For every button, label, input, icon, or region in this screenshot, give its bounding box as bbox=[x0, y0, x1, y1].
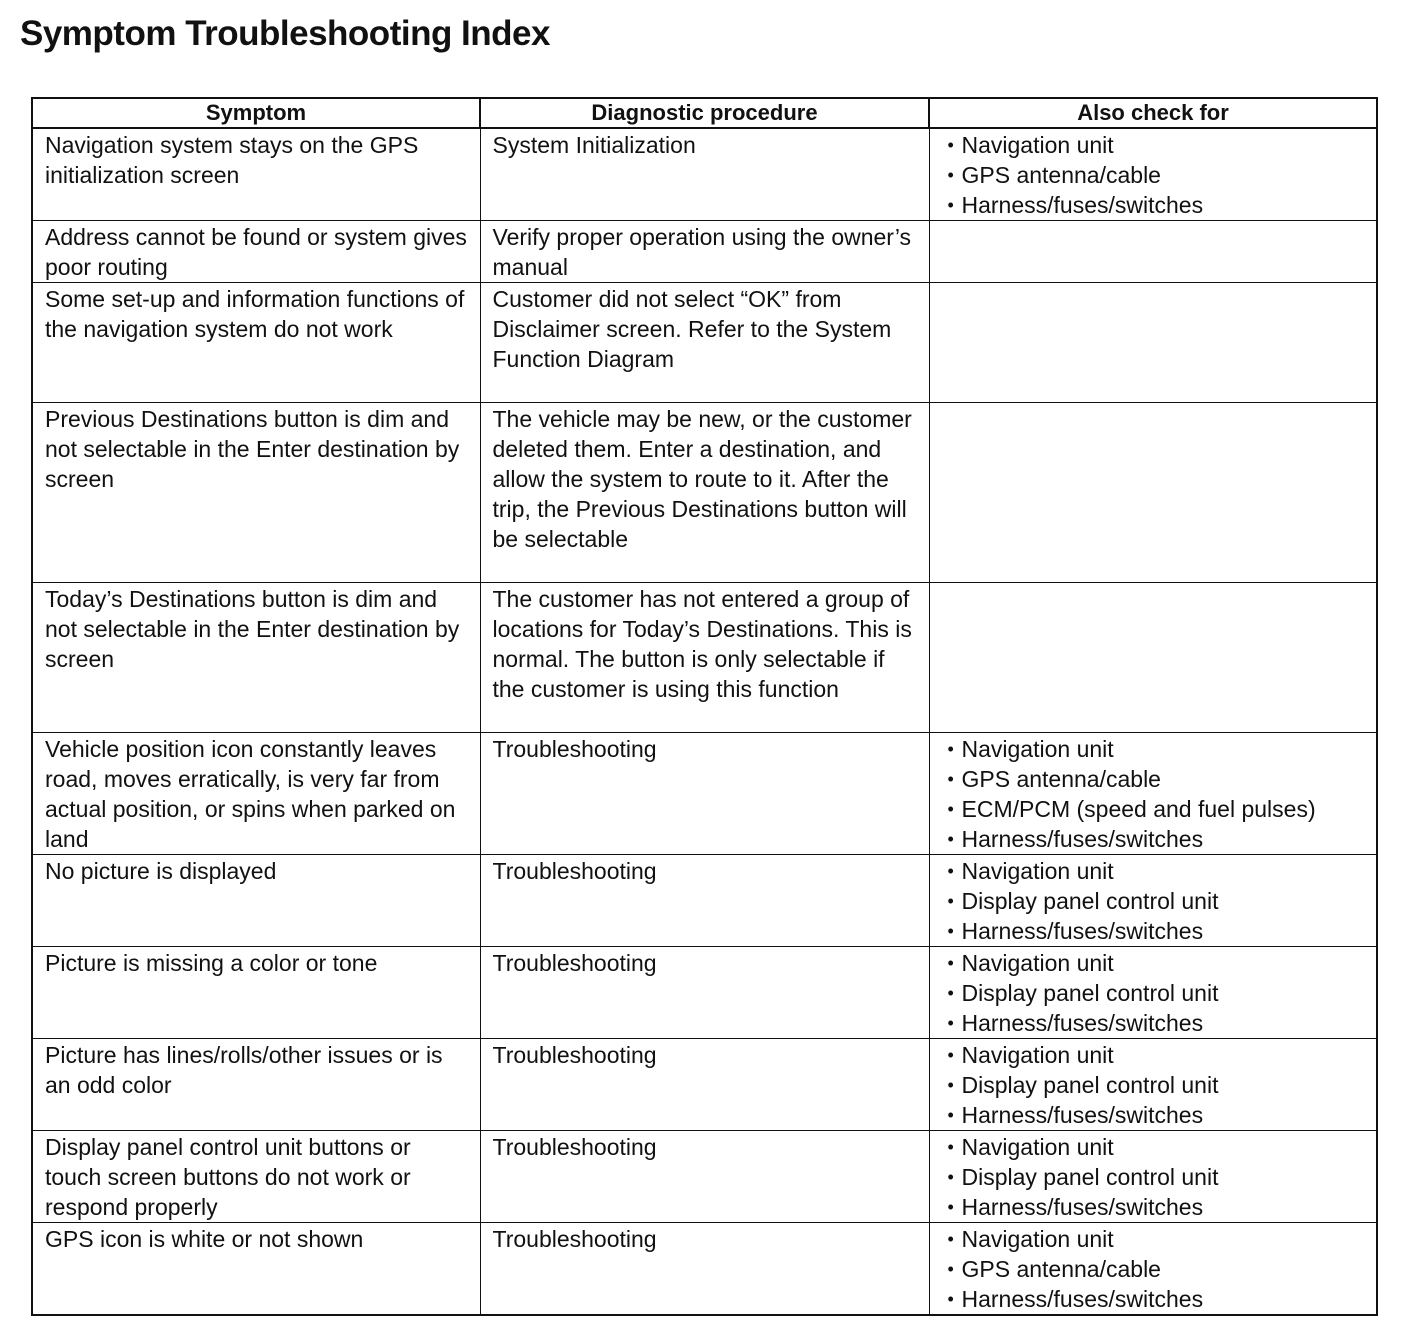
table-header-row bbox=[32, 98, 1377, 128]
diagnostic-procedure-cell: Troubleshooting bbox=[480, 947, 929, 1039]
check-item: • Harness/fuses/switches bbox=[938, 1192, 1369, 1222]
diagnostic-procedure-cell: The vehicle may be new, or the customer deleted them. Enter a destination, and allow the system to route to it. After the trip, the Previous Destinations button will be selectable bbox=[480, 403, 929, 583]
header-diagnostic-procedure: Diagnostic procedure bbox=[480, 98, 929, 128]
check-item: • GPS antenna/cable bbox=[938, 764, 1369, 794]
check-item: • Harness/fuses/switches bbox=[938, 824, 1369, 854]
check-item: • Display panel control unit bbox=[938, 978, 1369, 1008]
also-check-for-cell bbox=[929, 1131, 1377, 1223]
table-row bbox=[32, 583, 1377, 733]
diagnostic-procedure-cell: Troubleshooting bbox=[480, 1223, 929, 1316]
table-row bbox=[32, 403, 1377, 583]
symptom-cell: Navigation system stays on the GPS initialization screen bbox=[32, 128, 480, 221]
check-item: • Harness/fuses/switches bbox=[938, 1100, 1369, 1130]
table-row bbox=[32, 283, 1377, 403]
also-check-for-cell bbox=[929, 1039, 1377, 1131]
check-item: • Navigation unit bbox=[938, 948, 1369, 978]
table-row bbox=[32, 1039, 1377, 1131]
table-body bbox=[32, 128, 1377, 1315]
check-item: • Navigation unit bbox=[938, 734, 1369, 764]
check-list bbox=[938, 1224, 1369, 1314]
symptom-cell: Display panel control unit buttons or touch screen buttons do not work or respond properly bbox=[32, 1131, 480, 1223]
check-item: • Display panel control unit bbox=[938, 1070, 1369, 1100]
symptom-cell: Picture is missing a color or tone bbox=[32, 947, 480, 1039]
check-item: • GPS antenna/cable bbox=[938, 160, 1369, 190]
also-check-for-cell bbox=[929, 947, 1377, 1039]
diagnostic-procedure-cell: System Initialization bbox=[480, 128, 929, 221]
table-row bbox=[32, 733, 1377, 855]
check-item: • Navigation unit bbox=[938, 856, 1369, 886]
check-item: • Navigation unit bbox=[938, 1224, 1369, 1254]
also-check-for-cell bbox=[929, 221, 1377, 283]
symptom-cell: Address cannot be found or system gives poor routing bbox=[32, 221, 480, 283]
diagnostic-procedure-cell: Verify proper operation using the owner’s manual bbox=[480, 221, 929, 283]
troubleshooting-table bbox=[31, 97, 1378, 1316]
check-item: • Harness/fuses/switches bbox=[938, 1008, 1369, 1038]
check-list bbox=[938, 948, 1369, 1038]
also-check-for-cell bbox=[929, 855, 1377, 947]
table-row bbox=[32, 947, 1377, 1039]
check-item: • Navigation unit bbox=[938, 1132, 1369, 1162]
also-check-for-cell bbox=[929, 128, 1377, 221]
check-list bbox=[938, 130, 1369, 220]
check-item: • Navigation unit bbox=[938, 1040, 1369, 1070]
symptom-cell: GPS icon is white or not shown bbox=[32, 1223, 480, 1316]
also-check-for-cell bbox=[929, 1223, 1377, 1316]
table-row bbox=[32, 128, 1377, 221]
symptom-cell: Previous Destinations button is dim and not selectable in the Enter destination by screen bbox=[32, 403, 480, 583]
table-row bbox=[32, 1223, 1377, 1316]
check-list bbox=[938, 1132, 1369, 1222]
check-list bbox=[938, 856, 1369, 946]
also-check-for-cell bbox=[929, 403, 1377, 583]
diagnostic-procedure-cell: Troubleshooting bbox=[480, 733, 929, 855]
check-item: • Navigation unit bbox=[938, 130, 1369, 160]
check-item: • ECM/PCM (speed and fuel pulses) bbox=[938, 794, 1369, 824]
also-check-for-cell bbox=[929, 283, 1377, 403]
diagnostic-procedure-cell: Troubleshooting bbox=[480, 855, 929, 947]
check-item: • Harness/fuses/switches bbox=[938, 916, 1369, 946]
symptom-cell: Some set-up and information functions of the navigation system do not work bbox=[32, 283, 480, 403]
symptom-cell: Vehicle position icon constantly leaves road, moves erratically, is very far from actual position, or spins when parked on land bbox=[32, 733, 480, 855]
diagnostic-procedure-cell: The customer has not entered a group of locations for Today’s Destinations. This is normal. The button is only selectable if the customer is using this function bbox=[480, 583, 929, 733]
symptom-cell: Picture has lines/rolls/other issues or is an odd color bbox=[32, 1039, 480, 1131]
page-title: Symptom Troubleshooting Index bbox=[20, 14, 550, 53]
symptom-cell: No picture is displayed bbox=[32, 855, 480, 947]
table-row bbox=[32, 221, 1377, 283]
header-also-check-for: Also check for bbox=[929, 98, 1377, 128]
also-check-for-cell bbox=[929, 583, 1377, 733]
table-row bbox=[32, 855, 1377, 947]
table-row bbox=[32, 1131, 1377, 1223]
check-item: • Harness/fuses/switches bbox=[938, 190, 1369, 220]
check-item: • Display panel control unit bbox=[938, 1162, 1369, 1192]
check-list bbox=[938, 734, 1369, 854]
diagnostic-procedure-cell: Troubleshooting bbox=[480, 1039, 929, 1131]
check-list bbox=[938, 1040, 1369, 1130]
also-check-for-cell bbox=[929, 733, 1377, 855]
check-item: • GPS antenna/cable bbox=[938, 1254, 1369, 1284]
header-symptom: Symptom bbox=[32, 98, 480, 128]
diagnostic-procedure-cell: Troubleshooting bbox=[480, 1131, 929, 1223]
check-item: • Harness/fuses/switches bbox=[938, 1284, 1369, 1314]
check-item: • Display panel control unit bbox=[938, 886, 1369, 916]
diagnostic-procedure-cell: Customer did not select “OK” from Disclaimer screen. Refer to the System Function Diagram bbox=[480, 283, 929, 403]
symptom-cell: Today’s Destinations button is dim and not selectable in the Enter destination by screen bbox=[32, 583, 480, 733]
